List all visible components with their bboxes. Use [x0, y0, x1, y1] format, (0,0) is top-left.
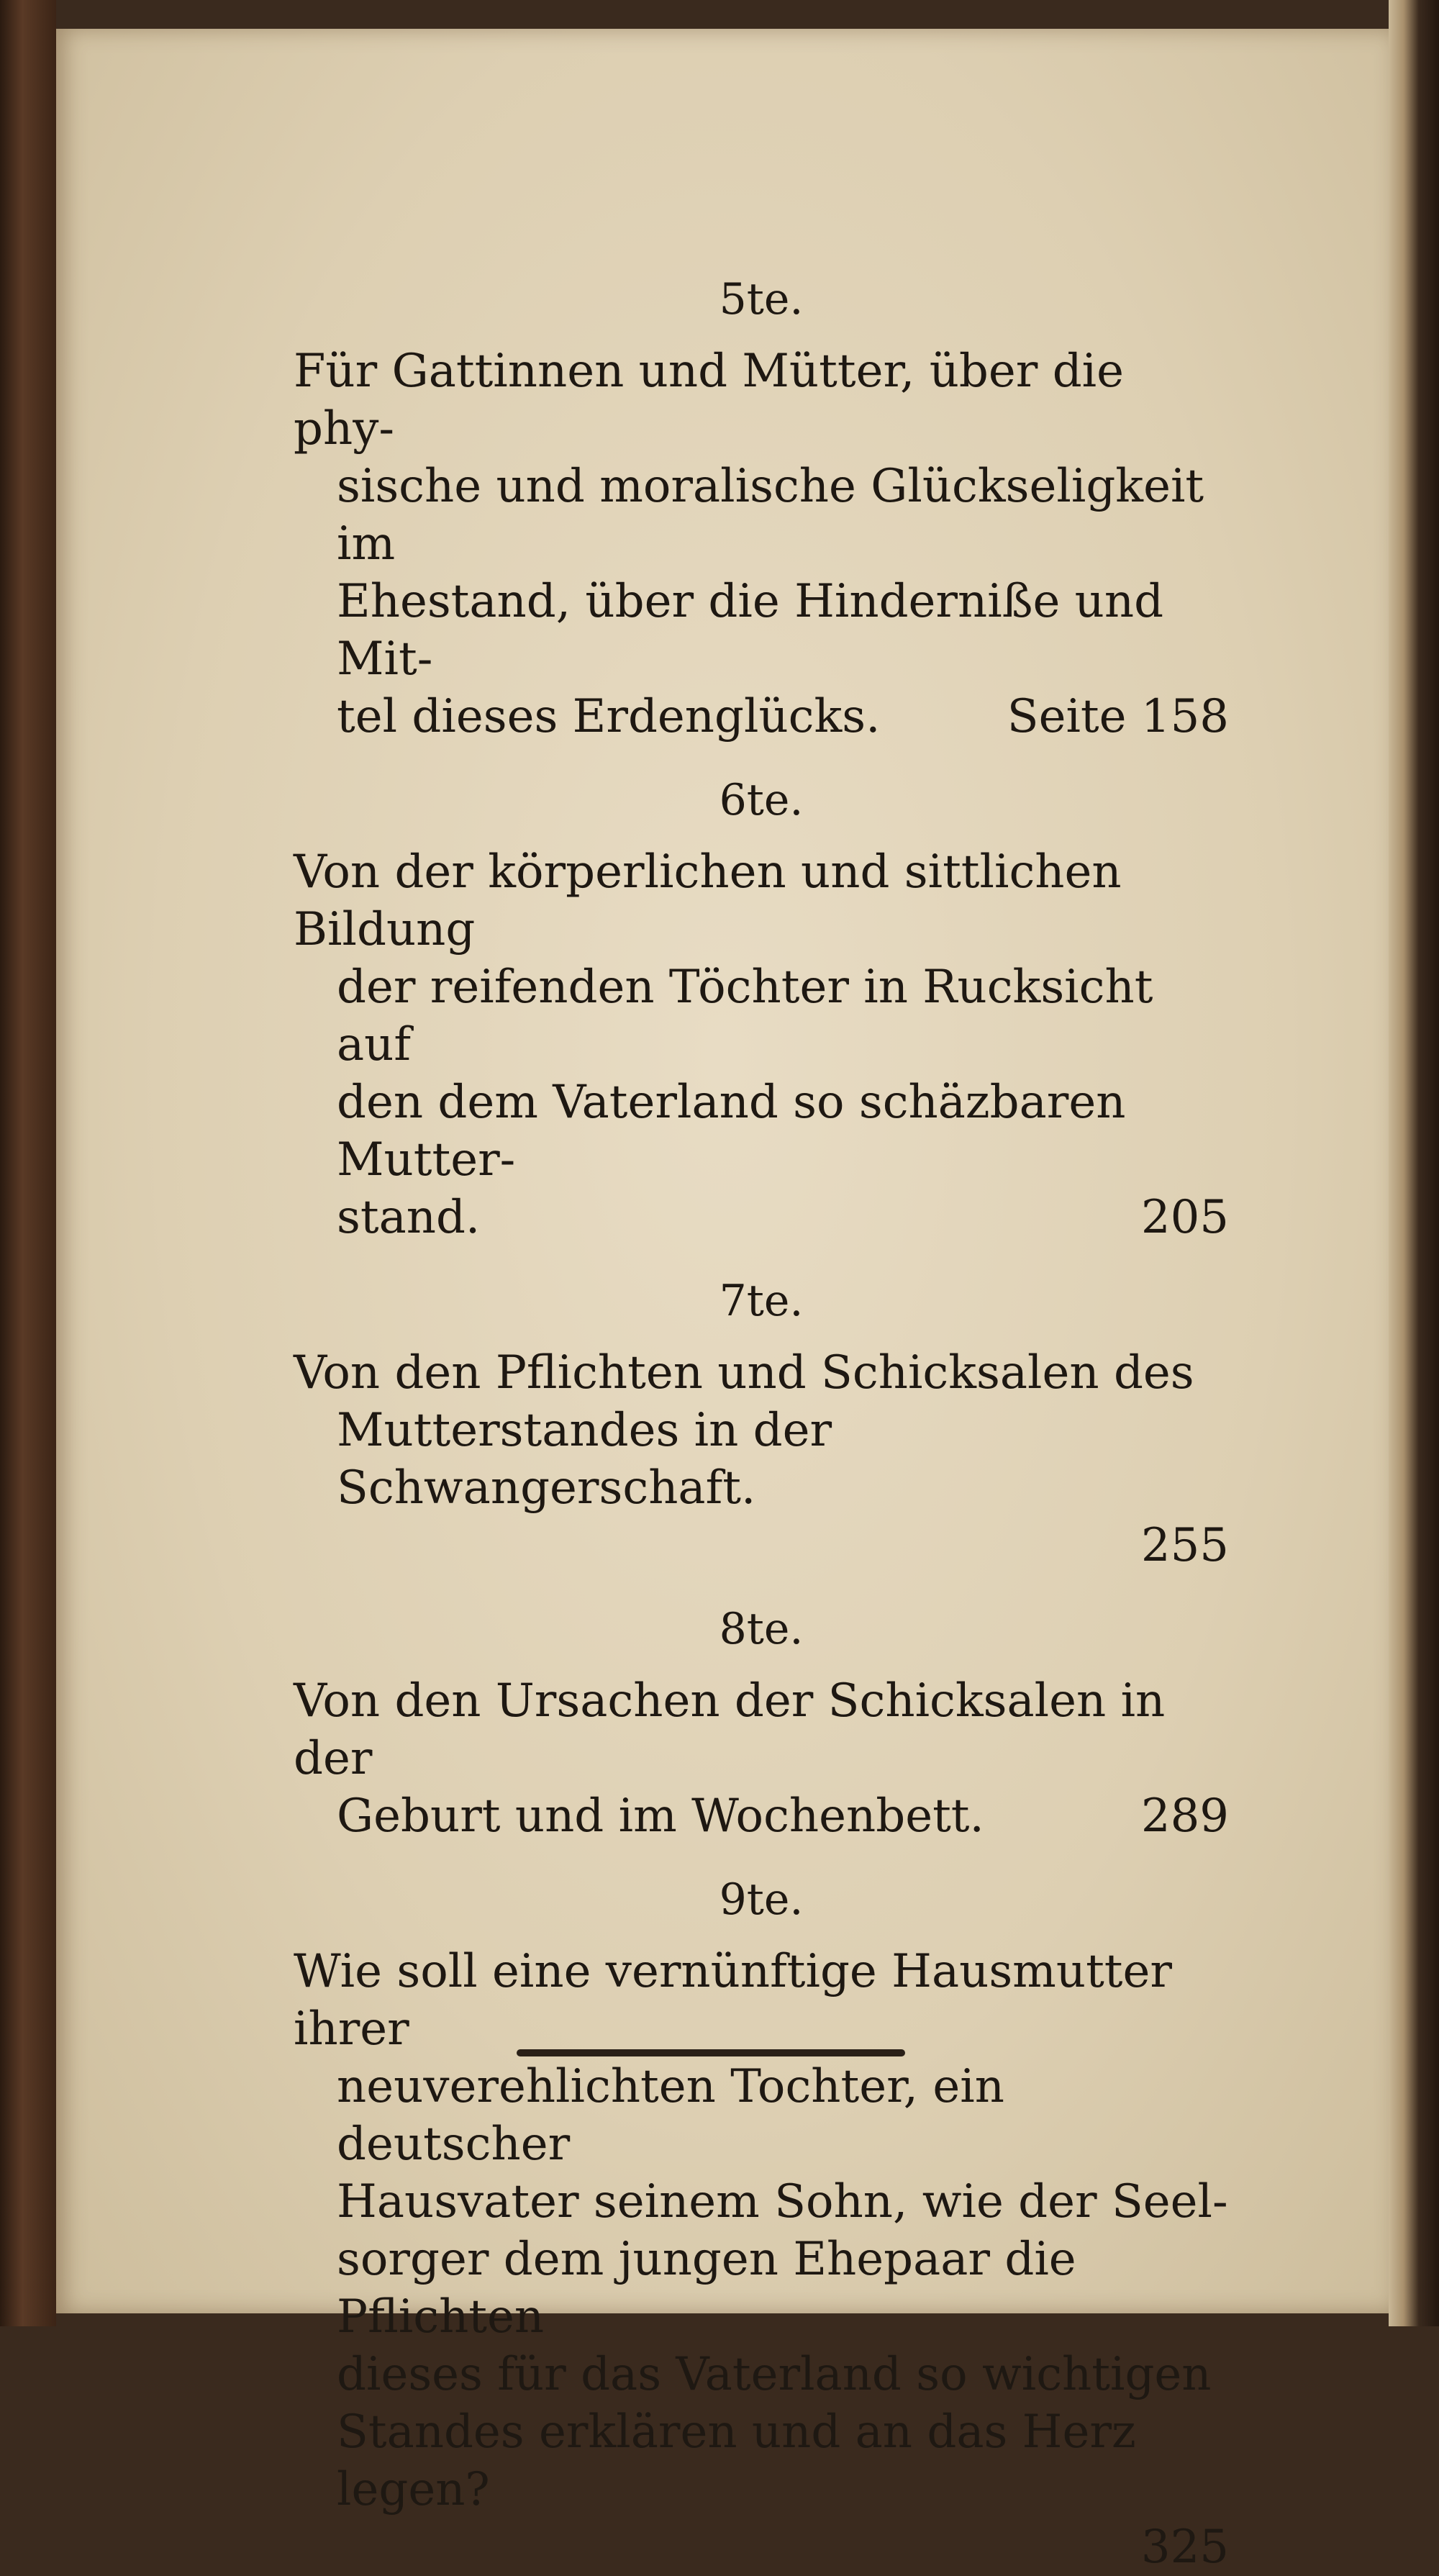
decorative-rule [517, 2049, 905, 2056]
entry-line: Ehestand, über die Hinderniße und Mit- [337, 575, 1164, 686]
entry-line: dieses für das Vaterland so wichtigen [337, 2348, 1212, 2401]
book-right-edge [1389, 0, 1439, 2326]
entry-line: Von den Ursachen der Schicksalen in der [294, 1674, 1166, 1785]
entry-line: neuverehlichten Tochter, ein deutscher [337, 2060, 1004, 2171]
entry-last-line [294, 688, 1229, 745]
entry-last-line [294, 1189, 1229, 1246]
toc-entry [294, 1600, 1229, 1845]
page-reference: 205 [1140, 1191, 1229, 1244]
entry-line: Standes erklären und an das Herz legen? [337, 2405, 1136, 2516]
entry-number: 7te. [719, 1276, 804, 1326]
toc-entry [294, 1871, 1229, 2576]
entry-line: den dem Vaterland so schäzbaren Mutter- [337, 1076, 1126, 1187]
entry-line: sische und moralische Glückseligkeit im [337, 460, 1204, 571]
entry-last-line [294, 1787, 1229, 1845]
toc-entry [294, 771, 1229, 1246]
toc-entry [294, 271, 1229, 745]
entry-line: Für Gattinnen und Mütter, über die phy- [294, 345, 1124, 455]
entry-line: Geburt und im Wochenbett. [337, 1790, 984, 1843]
entry-line: Wie soll eine vernünftige Hausmutter ihrer [294, 1945, 1172, 2056]
entry-line: Von der körperlichen und sittlichen Bildung [294, 845, 1122, 956]
book-page [56, 29, 1389, 2574]
page-reference: 325 [1140, 2521, 1229, 2574]
book-binding-edge [0, 0, 56, 2326]
entry-line: Mutterstandes in der Schwangerschaft. [337, 1404, 832, 1515]
entry-number: 9te. [719, 1874, 804, 1925]
table-of-contents [294, 245, 1229, 2576]
entry-line: Hausvater seinem Sohn, wie der Seel- [337, 2175, 1228, 2228]
entry-line: sorger dem jungen Ehepaar die Pflichten [337, 2233, 1076, 2344]
entry-line: Von den Pflichten und Schicksalen des [294, 1346, 1194, 1400]
entry-line: tel dieses Erdenglücks. [337, 690, 881, 743]
entry-number: 8te. [719, 1604, 804, 1654]
entry-number: 5te. [719, 274, 804, 325]
page-reference: 255 [1140, 1519, 1229, 1572]
toc-entry [294, 1272, 1229, 1574]
entry-number: 6te. [719, 775, 804, 825]
page-reference: 289 [1140, 1790, 1229, 1843]
page-reference: Seite 158 [1007, 690, 1229, 743]
entry-line: der reifenden Töchter in Rucksicht auf [337, 961, 1153, 1071]
entry-line: stand. [337, 1191, 481, 1244]
